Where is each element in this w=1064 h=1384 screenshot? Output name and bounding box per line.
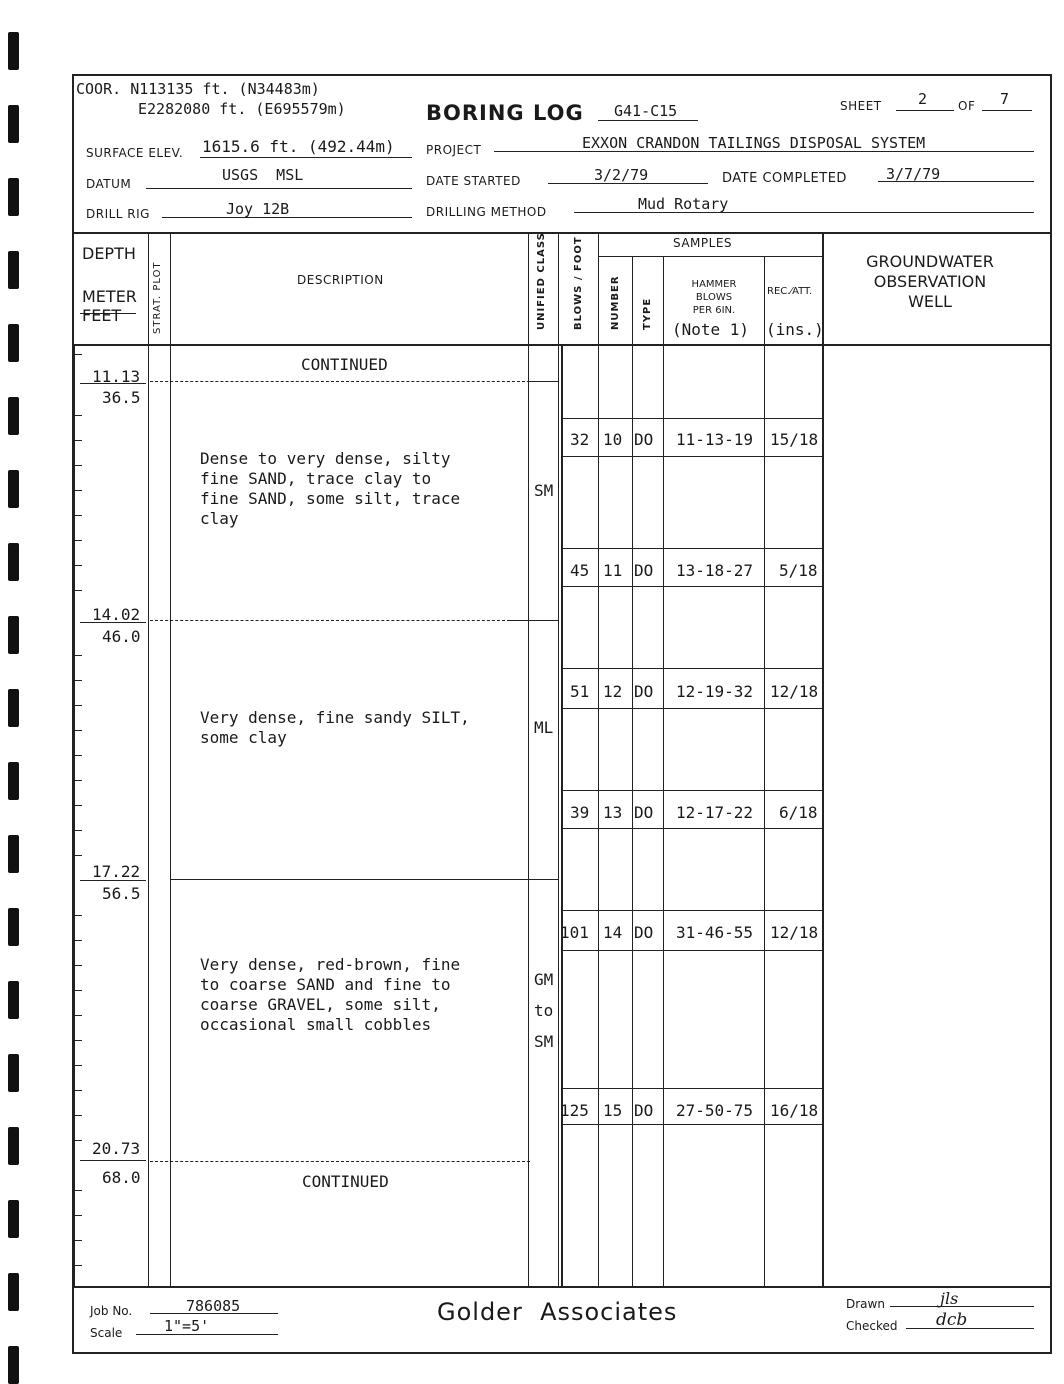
groundwater-line2: OBSERVATION bbox=[873, 272, 987, 291]
recovery: 16/18 bbox=[770, 1101, 819, 1120]
hammer-blows: 13-18-27 bbox=[676, 561, 754, 580]
number-header: NUMBER bbox=[610, 275, 621, 330]
drawn-initials: jls bbox=[940, 1289, 959, 1308]
depth-feet: 56.5 bbox=[102, 884, 141, 903]
feet-header: FEET bbox=[82, 306, 122, 325]
project-label: PROJECT bbox=[426, 143, 482, 157]
depth-feet: 46.0 bbox=[102, 627, 141, 646]
job-number: 786085 bbox=[186, 1297, 241, 1315]
samples-header: SAMPLES bbox=[673, 236, 733, 250]
project-value: EXXON CRANDON TAILINGS DISPOSAL SYSTEM bbox=[582, 134, 926, 152]
recovery: 5/18 bbox=[779, 561, 818, 580]
sample-number: 12 bbox=[603, 682, 623, 701]
recovery: 12/18 bbox=[770, 682, 819, 701]
sheet-total: 7 bbox=[1000, 90, 1010, 108]
meter-header: METER bbox=[82, 287, 137, 306]
drill-rig-label: DRILL RIG bbox=[86, 207, 150, 221]
layer-description: Dense to very dense, silty fine SAND, trace clay to fine SAND, some silt, trace clay bbox=[200, 449, 461, 528]
hammer-header-line1: HAMMER bbox=[691, 279, 737, 290]
sample-number: 13 bbox=[603, 803, 623, 822]
hammer-note: (Note 1) bbox=[672, 320, 750, 339]
sheet-number: 2 bbox=[918, 90, 928, 108]
sample-number: 14 bbox=[603, 923, 623, 942]
rec-label: REC. bbox=[767, 286, 791, 297]
depth-meter: 20.73 bbox=[92, 1139, 141, 1158]
hammer-header-line3: PER 6IN. bbox=[692, 305, 736, 316]
hammer-header bbox=[664, 278, 764, 317]
strat-plot-header: STRAT. PLOT bbox=[152, 261, 163, 334]
sample-number: 15 bbox=[603, 1101, 623, 1120]
hammer-blows: 12-17-22 bbox=[676, 803, 754, 822]
description-header: DESCRIPTION bbox=[297, 273, 384, 287]
unified-class-header: UNIFIED CLASS bbox=[536, 232, 547, 330]
blows-foot: 45 bbox=[570, 561, 590, 580]
date-completed-value: 3/7/79 bbox=[886, 165, 941, 183]
coor-label: COOR. bbox=[76, 80, 122, 98]
sample-type: DO bbox=[634, 561, 654, 580]
groundwater-header bbox=[830, 252, 1030, 312]
sample-type: DO bbox=[634, 1101, 654, 1120]
checked-label: Checked bbox=[846, 1319, 898, 1333]
surface-elev-value: 1615.6 ft. (492.44m) bbox=[202, 137, 395, 156]
scale-value: 1"=5' bbox=[164, 1317, 210, 1335]
groundwater-line3: WELL bbox=[908, 292, 952, 311]
page-title: BORING LOG bbox=[426, 101, 584, 125]
rec-units: (ins.) bbox=[766, 320, 824, 339]
checked-initials: dcb bbox=[936, 1310, 968, 1330]
att-label: ATT. bbox=[792, 286, 813, 297]
sample-number: 11 bbox=[603, 561, 623, 580]
sample-type: DO bbox=[634, 923, 654, 942]
drilling-method-value: Mud Rotary bbox=[638, 195, 729, 213]
drill-rig-value: Joy 12B bbox=[226, 200, 290, 218]
blows-foot: 125 bbox=[560, 1101, 589, 1120]
sample-type: DO bbox=[634, 682, 654, 701]
unified-class: GM to SM bbox=[534, 970, 554, 1051]
of-label: OF bbox=[958, 99, 976, 113]
depth-meter: 17.22 bbox=[92, 862, 141, 881]
continued-top: CONTINUED bbox=[301, 355, 388, 374]
boring-id: G41-C15 bbox=[614, 102, 678, 120]
blows-foot: 51 bbox=[570, 682, 590, 701]
hammer-blows: 12-19-32 bbox=[676, 682, 754, 701]
depth-meter: 14.02 bbox=[92, 605, 141, 624]
coor-line1: N113135 ft. (N34483m) bbox=[130, 80, 320, 98]
job-label: Job No. bbox=[90, 1304, 133, 1318]
blows-foot: 32 bbox=[570, 430, 590, 449]
drilling-method-label: DRILLING METHOD bbox=[426, 205, 547, 219]
hammer-blows: 27-50-75 bbox=[676, 1101, 754, 1120]
blows-foot: 39 bbox=[570, 803, 590, 822]
blows-foot-header: BLOWS / FOOT bbox=[573, 236, 584, 330]
layer-description: Very dense, fine sandy SILT, some clay bbox=[200, 708, 470, 747]
layer-description: Very dense, red-brown, fine to coarse SAND and fine to coarse GRAVEL, some silt, occasional small cobbles bbox=[200, 955, 461, 1034]
drawn-label: Drawn bbox=[846, 1297, 885, 1311]
sample-type: DO bbox=[634, 430, 654, 449]
datum-label: DATUM bbox=[86, 177, 132, 191]
recovery: 12/18 bbox=[770, 923, 819, 942]
depth-feet: 36.5 bbox=[102, 388, 141, 407]
depth-header: DEPTH bbox=[82, 244, 136, 263]
hammer-blows: 31-46-55 bbox=[676, 923, 754, 942]
datum-value: USGS MSL bbox=[222, 166, 304, 184]
recovery: 15/18 bbox=[770, 430, 819, 449]
rec-header: REC.⁄ATT. bbox=[767, 286, 813, 297]
depth-feet: 68.0 bbox=[102, 1168, 141, 1187]
coor-line2: E2282080 ft. (E695579m) bbox=[138, 100, 346, 118]
date-started-label: DATE STARTED bbox=[426, 174, 521, 188]
groundwater-line1: GROUNDWATER bbox=[866, 252, 994, 271]
blows-foot: 101 bbox=[560, 923, 589, 942]
unified-class: ML bbox=[534, 718, 554, 737]
scale-label: Scale bbox=[90, 1326, 123, 1340]
sample-number: 10 bbox=[603, 430, 623, 449]
date-completed-label: DATE COMPLETED bbox=[722, 171, 847, 186]
sample-type: DO bbox=[634, 803, 654, 822]
sheet-label: SHEET bbox=[840, 99, 882, 113]
surface-elev-label: SURFACE ELEV. bbox=[86, 146, 184, 160]
depth-meter: 11.13 bbox=[92, 367, 141, 386]
unified-class: SM bbox=[534, 481, 554, 500]
type-header: TYPE bbox=[642, 297, 653, 330]
recovery: 6/18 bbox=[779, 803, 818, 822]
hammer-blows: 11-13-19 bbox=[676, 430, 754, 449]
company-name: Golder Associates bbox=[437, 1298, 678, 1326]
continued-bottom: CONTINUED bbox=[302, 1172, 389, 1191]
date-started-value: 3/2/79 bbox=[594, 166, 649, 184]
hammer-header-line2: BLOWS bbox=[695, 292, 733, 303]
